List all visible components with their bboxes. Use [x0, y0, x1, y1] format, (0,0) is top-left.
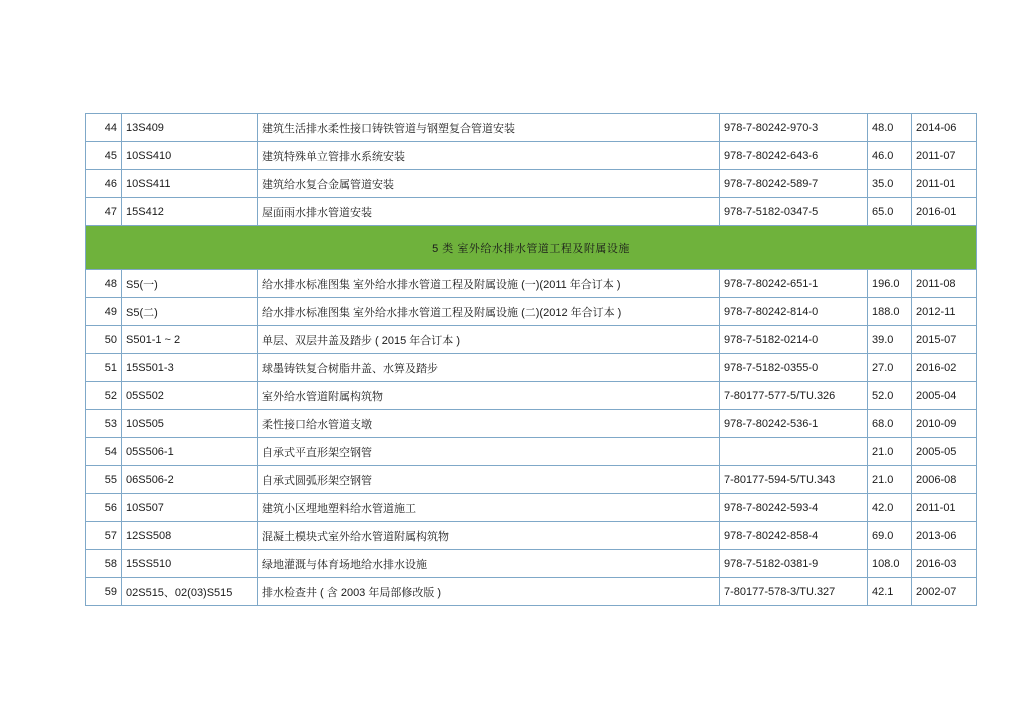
- atlas-title-cell: 建筑给水复合金属管道安装: [258, 170, 720, 198]
- atlas-code-cell: 10S505: [122, 410, 258, 438]
- row-number-cell: 55: [86, 466, 122, 494]
- atlas-code-cell: S501-1 ~ 2: [122, 326, 258, 354]
- category-label: 5 类 室外给水排水管道工程及附属设施: [86, 226, 977, 270]
- atlas-title-cell: 给水排水标准图集 室外给水排水管道工程及附属设施 (一)(2011 年合订本 ): [258, 270, 720, 298]
- price-cell: 65.0: [868, 198, 912, 226]
- table-row: [86, 466, 977, 494]
- atlas-title-cell: 建筑小区埋地塑料给水管道施工: [258, 494, 720, 522]
- price-cell: 46.0: [868, 142, 912, 170]
- price-cell: 69.0: [868, 522, 912, 550]
- isbn-cell: 978-7-80242-651-1: [720, 270, 868, 298]
- atlas-code-cell: 15SS510: [122, 550, 258, 578]
- isbn-cell: 978-7-80242-589-7: [720, 170, 868, 198]
- atlas-catalog-table: [85, 113, 977, 606]
- table-row: [86, 578, 977, 606]
- atlas-title-cell: 屋面雨水排水管道安装: [258, 198, 720, 226]
- price-cell: 39.0: [868, 326, 912, 354]
- isbn-cell: 978-7-5182-0355-0: [720, 354, 868, 382]
- isbn-cell: [720, 438, 868, 466]
- price-cell: 52.0: [868, 382, 912, 410]
- publish-date-cell: 2011-01: [912, 170, 977, 198]
- atlas-code-cell: 15S501-3: [122, 354, 258, 382]
- isbn-cell: 978-7-80242-814-0: [720, 298, 868, 326]
- price-cell: 21.0: [868, 466, 912, 494]
- table-row: [86, 522, 977, 550]
- price-cell: 48.0: [868, 114, 912, 142]
- table-row: [86, 354, 977, 382]
- row-number-cell: 59: [86, 578, 122, 606]
- publish-date-cell: 2011-08: [912, 270, 977, 298]
- price-cell: 42.1: [868, 578, 912, 606]
- publish-date-cell: 2011-01: [912, 494, 977, 522]
- price-cell: 196.0: [868, 270, 912, 298]
- price-cell: 68.0: [868, 410, 912, 438]
- publish-date-cell: 2005-05: [912, 438, 977, 466]
- atlas-title-cell: 建筑生活排水柔性接口铸铁管道与钢塑复合管道安装: [258, 114, 720, 142]
- row-number-cell: 48: [86, 270, 122, 298]
- atlas-title-cell: 柔性接口给水管道支墩: [258, 410, 720, 438]
- row-number-cell: 56: [86, 494, 122, 522]
- table-row: [86, 326, 977, 354]
- atlas-code-cell: 15S412: [122, 198, 258, 226]
- atlas-title-cell: 单层、双层井盖及踏步 ( 2015 年合订本 ): [258, 326, 720, 354]
- atlas-code-cell: 05S502: [122, 382, 258, 410]
- row-number-cell: 44: [86, 114, 122, 142]
- publish-date-cell: 2015-07: [912, 326, 977, 354]
- isbn-cell: 978-7-5182-0381-9: [720, 550, 868, 578]
- isbn-cell: 978-7-80242-970-3: [720, 114, 868, 142]
- publish-date-cell: 2016-01: [912, 198, 977, 226]
- atlas-title-cell: 球墨铸铁复合树脂井盖、水箅及踏步: [258, 354, 720, 382]
- atlas-title-cell: 室外给水管道附属构筑物: [258, 382, 720, 410]
- atlas-title-cell: 混凝土模块式室外给水管道附属构筑物: [258, 522, 720, 550]
- table-row: [86, 382, 977, 410]
- atlas-title-cell: 给水排水标准图集 室外给水排水管道工程及附属设施 (二)(2012 年合订本 ): [258, 298, 720, 326]
- row-number-cell: 57: [86, 522, 122, 550]
- publish-date-cell: 2010-09: [912, 410, 977, 438]
- table-row: [86, 438, 977, 466]
- publish-date-cell: 2012-11: [912, 298, 977, 326]
- isbn-cell: 978-7-80242-858-4: [720, 522, 868, 550]
- atlas-code-cell: 02S515、02(03)S515: [122, 578, 258, 606]
- table-row: [86, 114, 977, 142]
- publish-date-cell: 2013-06: [912, 522, 977, 550]
- table-row: [86, 494, 977, 522]
- row-number-cell: 53: [86, 410, 122, 438]
- isbn-cell: 7-80177-578-3/TU.327: [720, 578, 868, 606]
- row-number-cell: 47: [86, 198, 122, 226]
- price-cell: 108.0: [868, 550, 912, 578]
- row-number-cell: 54: [86, 438, 122, 466]
- table-row: [86, 270, 977, 298]
- row-number-cell: 50: [86, 326, 122, 354]
- atlas-code-cell: 12SS508: [122, 522, 258, 550]
- isbn-cell: 978-7-5182-0347-5: [720, 198, 868, 226]
- publish-date-cell: 2016-03: [912, 550, 977, 578]
- atlas-code-cell: 06S506-2: [122, 466, 258, 494]
- publish-date-cell: 2016-02: [912, 354, 977, 382]
- table-body-after: [86, 270, 977, 606]
- category-row: [86, 226, 977, 270]
- row-number-cell: 49: [86, 298, 122, 326]
- isbn-cell: 978-7-80242-536-1: [720, 410, 868, 438]
- price-cell: 35.0: [868, 170, 912, 198]
- price-cell: 188.0: [868, 298, 912, 326]
- publish-date-cell: 2011-07: [912, 142, 977, 170]
- isbn-cell: 978-7-80242-593-4: [720, 494, 868, 522]
- price-cell: 21.0: [868, 438, 912, 466]
- publish-date-cell: 2002-07: [912, 578, 977, 606]
- atlas-title-cell: 建筑特殊单立管排水系统安装: [258, 142, 720, 170]
- atlas-code-cell: 10SS410: [122, 142, 258, 170]
- table-row: [86, 298, 977, 326]
- isbn-cell: 7-80177-594-5/TU.343: [720, 466, 868, 494]
- publish-date-cell: 2006-08: [912, 466, 977, 494]
- atlas-title-cell: 自承式圆弧形架空钢管: [258, 466, 720, 494]
- atlas-code-cell: 05S506-1: [122, 438, 258, 466]
- row-number-cell: 46: [86, 170, 122, 198]
- row-number-cell: 45: [86, 142, 122, 170]
- category-section: [86, 226, 977, 270]
- atlas-code-cell: 10S507: [122, 494, 258, 522]
- atlas-code-cell: 13S409: [122, 114, 258, 142]
- table-row: [86, 170, 977, 198]
- price-cell: 42.0: [868, 494, 912, 522]
- atlas-code-cell: S5(二): [122, 298, 258, 326]
- publish-date-cell: 2005-04: [912, 382, 977, 410]
- atlas-title-cell: 排水检查井 ( 含 2003 年局部修改版 ): [258, 578, 720, 606]
- isbn-cell: 978-7-5182-0214-0: [720, 326, 868, 354]
- table-row: [86, 198, 977, 226]
- table-row: [86, 410, 977, 438]
- isbn-cell: 7-80177-577-5/TU.326: [720, 382, 868, 410]
- row-number-cell: 51: [86, 354, 122, 382]
- table-row: [86, 142, 977, 170]
- atlas-code-cell: 10SS411: [122, 170, 258, 198]
- price-cell: 27.0: [868, 354, 912, 382]
- atlas-code-cell: S5(一): [122, 270, 258, 298]
- atlas-title-cell: 绿地灌溉与体育场地给水排水设施: [258, 550, 720, 578]
- isbn-cell: 978-7-80242-643-6: [720, 142, 868, 170]
- publish-date-cell: 2014-06: [912, 114, 977, 142]
- atlas-title-cell: 自承式平直形架空钢管: [258, 438, 720, 466]
- table-body-before: [86, 114, 977, 226]
- row-number-cell: 58: [86, 550, 122, 578]
- table-row: [86, 550, 977, 578]
- row-number-cell: 52: [86, 382, 122, 410]
